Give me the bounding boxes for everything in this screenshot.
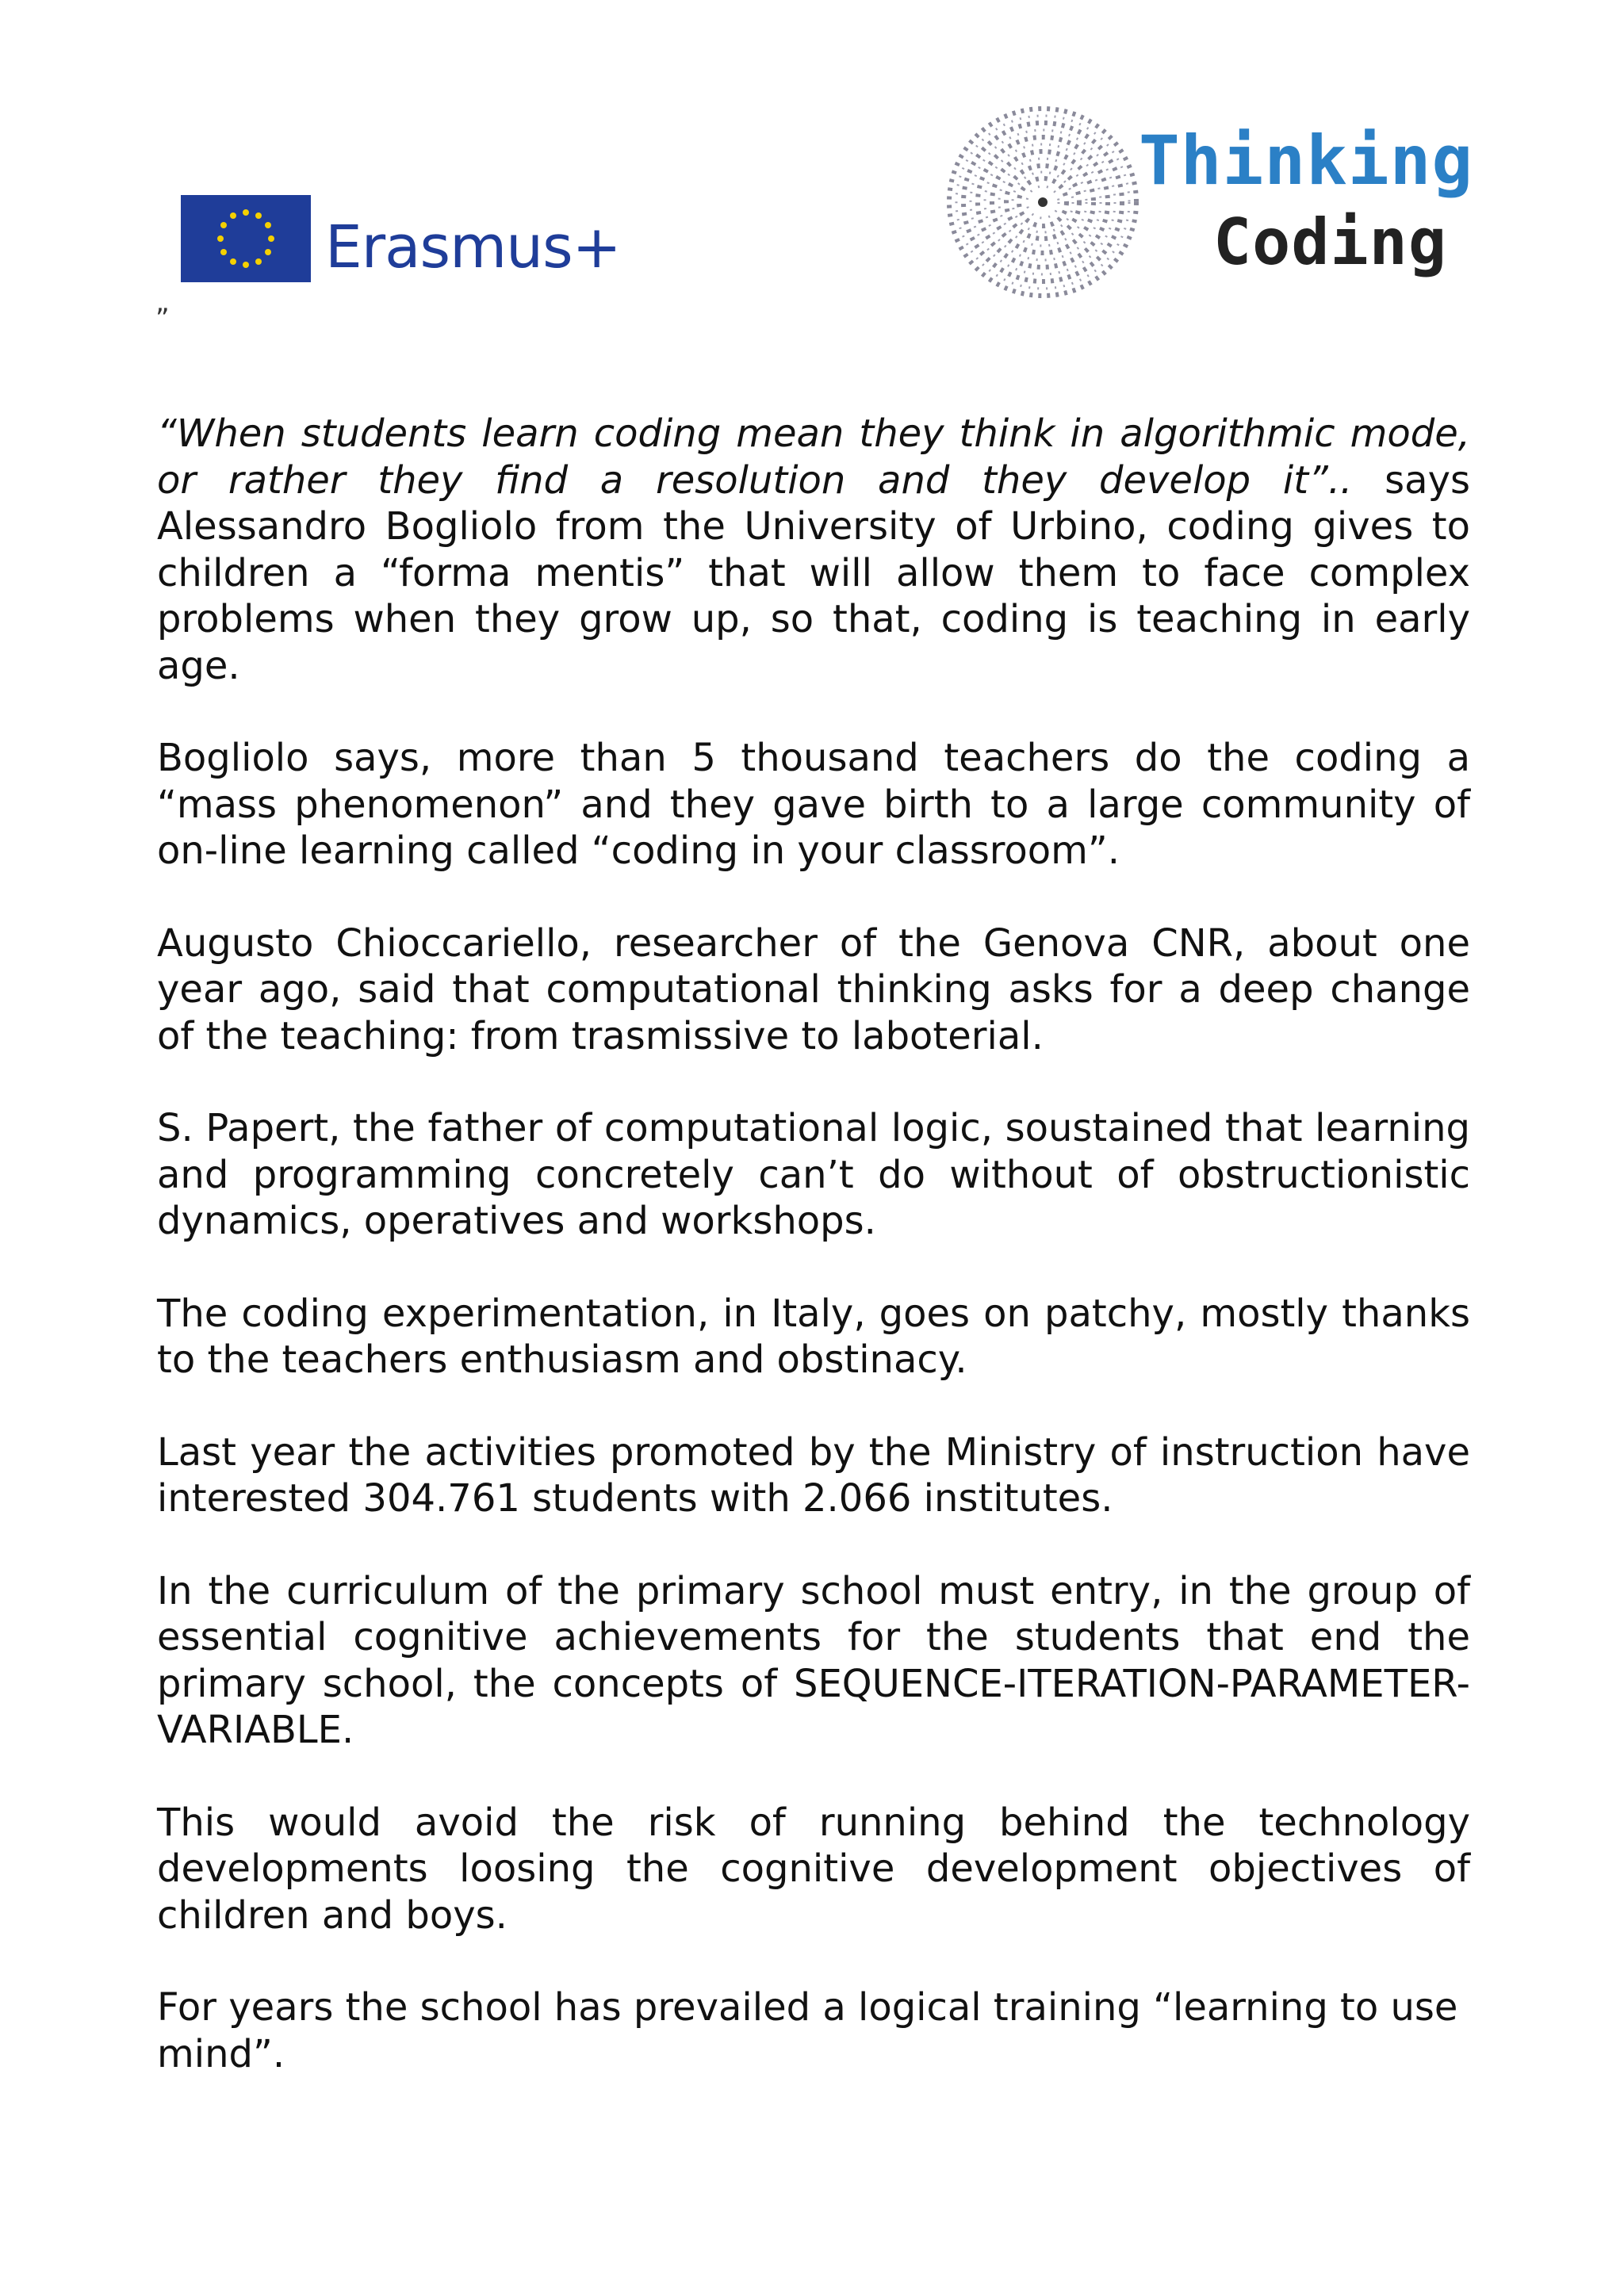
paragraph: The coding experimentation, in Italy, goes on patchy, mostly thanks to the teachers enthusiasm and obstinacy. — [157, 1291, 1470, 1382]
bogliolo-quote: “When students learn coding mean they think in algorithmic mode, or rather they find a resolution and they develop it”.. — [157, 411, 1470, 503]
thinking-coding-logo — [939, 98, 1474, 306]
paragraph: Last year the activities promoted by the Ministry of instruction have interested 304.761 students with 2.066 institutes. — [157, 1429, 1470, 1521]
thinking-label: Thinking — [1139, 121, 1474, 201]
paragraph — [157, 411, 1470, 689]
coding-label: Coding — [1213, 205, 1447, 279]
erasmus-label: Erasmus+ — [325, 213, 621, 281]
binary-spiral-icon — [939, 98, 1147, 306]
paragraph-text: says Alessandro Bogliolo from the University of Urbino, coding gives to children a “forma mentis” that will allow them to face complex problems when they grow up, so that, coding is teaching in early age. — [157, 457, 1471, 688]
paragraph: Bogliolo says, more than 5 thousand teachers do the coding a “mass phenomenon” and they gave birth to a large community of on-line learning called “coding in your classroom”. — [157, 736, 1470, 873]
stray-quote-mark: ” — [155, 303, 170, 335]
document-body — [157, 411, 1470, 2123]
paragraph: In the curriculum of the primary school must entry, in the group of essential cognitive achievements for the students that end the primary school, the concepts of SEQUENCE-ITERATION-PARAMETER-VARIABLE. — [157, 1568, 1470, 1752]
paragraph: S. Papert, the father of computational logic, soustained that learning and programming concretely can’t do without of obstructionistic dynamics, operatives and workshops. — [157, 1106, 1470, 1243]
paragraph: This would avoid the risk of running behind the technology developments loosing the cognitive development objectives of children and boys. — [157, 1800, 1470, 1938]
paragraph: Augusto Chioccariello, researcher of the Genova CNR, about one year ago, said that computational thinking asks for a deep change of the teaching: from trasmissive to laboterial. — [157, 920, 1470, 1058]
erasmus-logo — [181, 195, 621, 282]
eu-flag-icon — [181, 195, 311, 282]
paragraph: For years the school has prevailed a logical training “learning to use mind”. — [157, 1985, 1458, 2076]
